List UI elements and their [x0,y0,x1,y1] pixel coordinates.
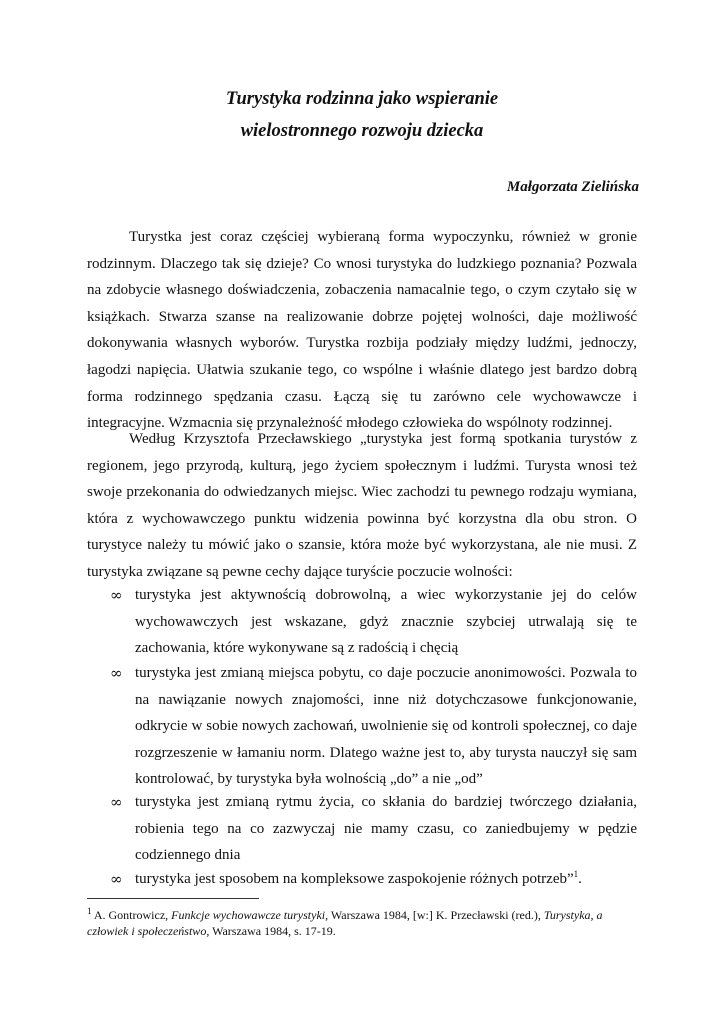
list-item-text: turystyka jest zmianą miejsca pobytu, co daje poczucie anonimowości. Pozwala to na nawiązanie nowych znajomości, inne niż dotychczasowe funkcjonowanie, odkrycie w sobie nowych zachowań, uwolnienie się od kontroli społecznej, co daje rozgrzeszenie w łamaniu norm. Dlatego ważne jest to, aby turysta nauczył się sam kontrolować, by turystyka była wolnością „do” a nie „od” [135,665,637,788]
footnote [87,907,637,939]
list-item-text: turystyka jest zmianą rytmu życia, co skłania do bardziej twórczego działania, robienia tego na co zazwyczaj nie mamy czasu, co zaniedbujemy w pędzie codziennego dnia [135,794,637,864]
paragraph-1: Turystka jest coraz częściej wybieraną forma wypoczynku, również w gronie rodzinnym. Dlaczego tak się dzieje? Co wnosi turystyka do ludzkiego poznania? Pozwala na zdobycie własnego doświadczenia, zobaczenia namacalnie tego, o czym czytało się w książkach. Stwarza szanse na realizowanie dobrze pojętej wolności, daje możliwość dokonywania własnych wyborów. Turystka rozbija podziały między ludźmi, jednoczy, łagodzi napięcia. Ułatwia szukanie tego, co wspólne i właśnie dlatego jest bardzo dobrą forma rodzinnego spędzania czasu. Łączą się tu zarówno cele wychowawcze i integracyjne. Wzmacnia się przynależność młodego człowieka do wspólnoty rodzinnej. [87,229,637,432]
author-name: Małgorzata Zielińska [506,179,639,195]
footnote-marker: 1 [87,906,92,916]
footnote-suffix: , Warszawa 1984, s. 17-19. [206,924,336,938]
list-item-text: turystyka jest aktywnością dobrowolną, a wiec wykorzystanie jej do celów wychowawczych jest wskazane, gdyż znacznie szybciej utrwalają się te zachowania, które wykonywane są z radością i chęcią [135,587,637,657]
footnote-work-1: Funkcje wychowawcze turystyki [171,908,326,922]
paragraph-2: Według Krzysztofa Przecławskiego „turystyka jest formą spotkania turystów z regionem, jego przyrodą, kulturą, jego życiem społecznym i ludźmi. Turysta wnosi też swoje przekonania do odwiedzanych miejsc. Wiec zachodzi tu pewnego rodzaju wymiana, która z wychowawczego punktu widzenia powinna być korzystna dla obu stron. O turystyce należy tu mówić jako o szansie, która może być wykorzystana, ale nie musi. Z turystyka związane są pewne cechy dające turyście poczucie wolności: [87,431,637,580]
footnote-separator [87,898,259,899]
infinity-bullet-icon: ∞ [110,793,123,811]
infinity-bullet-icon: ∞ [110,664,123,682]
list-item-text [135,866,637,893]
title-line-2: wielostronnego rozwoju dziecka [240,121,484,141]
title-line-1: Turystyka rodzinna jako wspieranie [225,89,499,109]
footnote-reference[interactable]: 1 [573,869,579,879]
list-item-end: . [578,871,582,887]
infinity-bullet-icon: ∞ [110,586,123,604]
footnote-prefix: A. Gontrowicz, [91,908,172,922]
footnote-work-2: Turystyka, a człowiek i społeczeństwo [87,908,603,938]
infinity-bullet-icon: ∞ [110,870,123,888]
footnote-middle: , Warszawa 1984, [w:] K. Przecławski (red.), [325,908,544,922]
list-item-text-body: turystyka jest sposobem na kompleksowe zaspokojenie różnych potrzeb” [135,871,574,887]
